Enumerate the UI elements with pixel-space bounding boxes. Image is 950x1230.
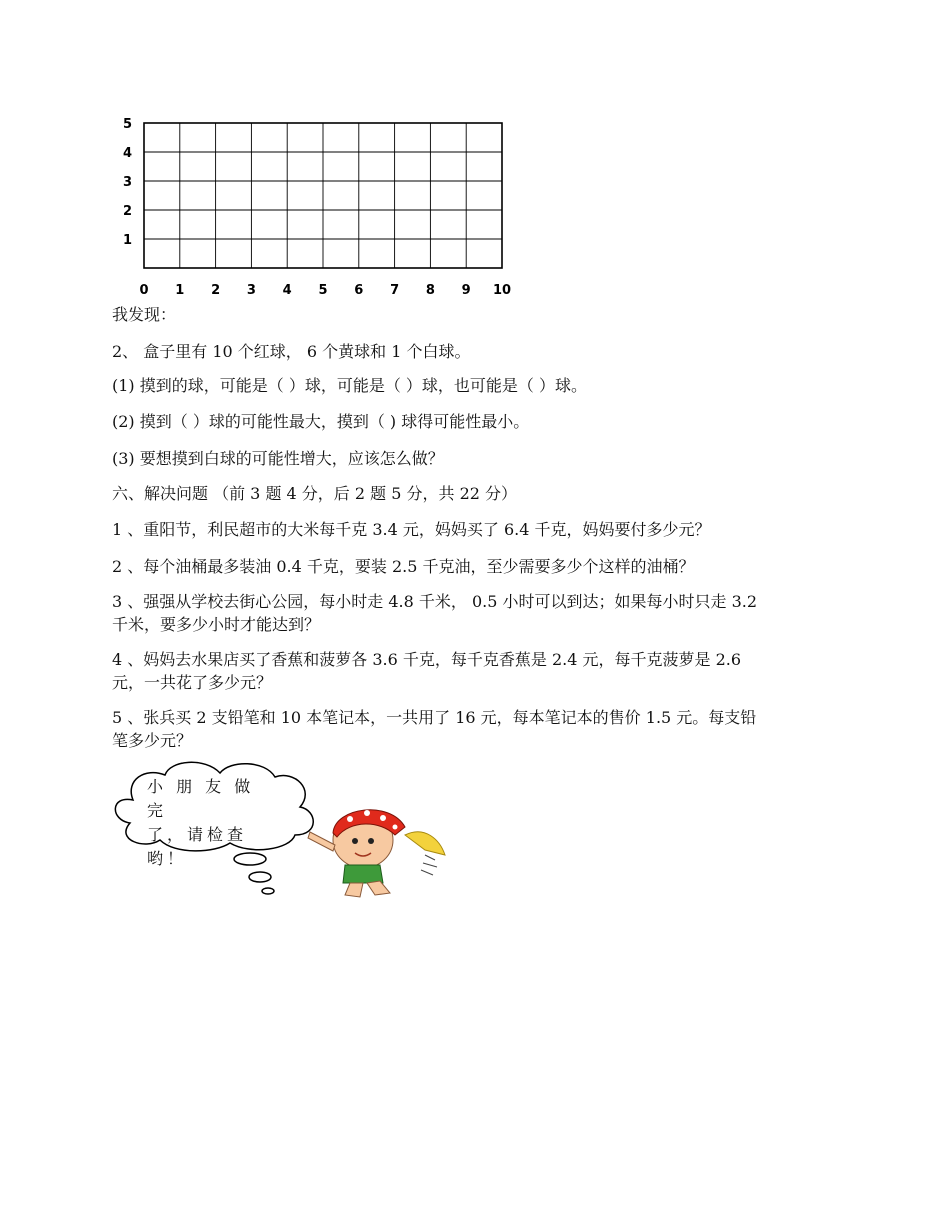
y-axis-label: 2	[123, 204, 133, 219]
section-6-heading: 六、解决问题 （前 3 题 4 分，后 2 题 5 分，共 22 分）	[112, 484, 518, 503]
discovery-label: 我发现：	[112, 305, 177, 324]
x-axis-label: 4	[282, 283, 292, 297]
coordinate-grid	[112, 112, 532, 297]
cartoon-reminder	[105, 755, 455, 905]
x-axis-label: 6	[354, 283, 364, 297]
x-axis-label: 1	[175, 283, 185, 297]
bubble-line-1: 小 朋 友 做 完	[147, 777, 255, 820]
x-axis-label: 5	[318, 283, 328, 297]
problem-4-line-1: 4 、妈妈去水果店买了香蕉和菠萝各 3.6 千克，每千克香蕉是 2.4 元，每千克菠萝是 2.6	[112, 650, 742, 669]
y-axis-label: 4	[123, 146, 133, 161]
x-axis-label: 7	[390, 283, 400, 297]
x-axis-label: 10	[492, 283, 512, 297]
y-axis-label: 1	[123, 233, 133, 248]
question-2-part-3: (3) 要想摸到白球的可能性增大，应该怎么做？	[112, 449, 444, 468]
x-axis-label: 8	[425, 283, 435, 297]
x-axis-label: 3	[246, 283, 256, 297]
problem-3-line-1: 3 、强强从学校去街心公园，每小时走 4.8 千米， 0.5 小时可以到达；如果每小时只走 3.2	[112, 592, 758, 611]
question-2-part-2: (2) 摸到（ ）球的可能性最大，摸到（ ) 球得可能性最小。	[112, 412, 530, 431]
problem-3-line-2: 千米，要多少小时才能达到？	[112, 615, 321, 634]
x-axis-label: 9	[461, 283, 471, 297]
question-2-part-1: (1) 摸到的球，可能是（ ）球，可能是（ ）球，也可能是（ ）球。	[112, 376, 588, 395]
y-axis-label: 5	[123, 117, 133, 132]
cartoon-girl-icon	[308, 810, 445, 897]
bubble-line-2: 了，请检查哟！	[147, 825, 248, 868]
problem-5-line-2: 笔多少元？	[112, 731, 193, 750]
y-axis-label: 3	[123, 175, 133, 190]
problem-5-line-1: 5 、张兵买 2 支铅笔和 10 本笔记本，一共用了 16 元，每本笔记本的售价 1.5 元。每支铅	[112, 708, 757, 727]
problem-2: 2 、每个油桶最多装油 0.4 千克，要装 2.5 千克油，至少需要多少个这样的油桶？	[112, 557, 695, 576]
problem-1: 1 、重阳节，利民超市的大米每千克 3.4 元，妈妈买了 6.4 千克，妈妈要付多少元？	[112, 520, 711, 539]
problem-4-line-2: 元，一共花了多少元？	[112, 673, 273, 692]
question-2-intro: 2、 盒子里有 10 个红球， 6 个黄球和 1 个白球。	[112, 342, 471, 361]
grid-svg	[112, 112, 532, 297]
x-axis-label: 2	[211, 283, 221, 297]
x-axis-label: 0	[139, 283, 149, 297]
bubble-text	[147, 775, 267, 871]
